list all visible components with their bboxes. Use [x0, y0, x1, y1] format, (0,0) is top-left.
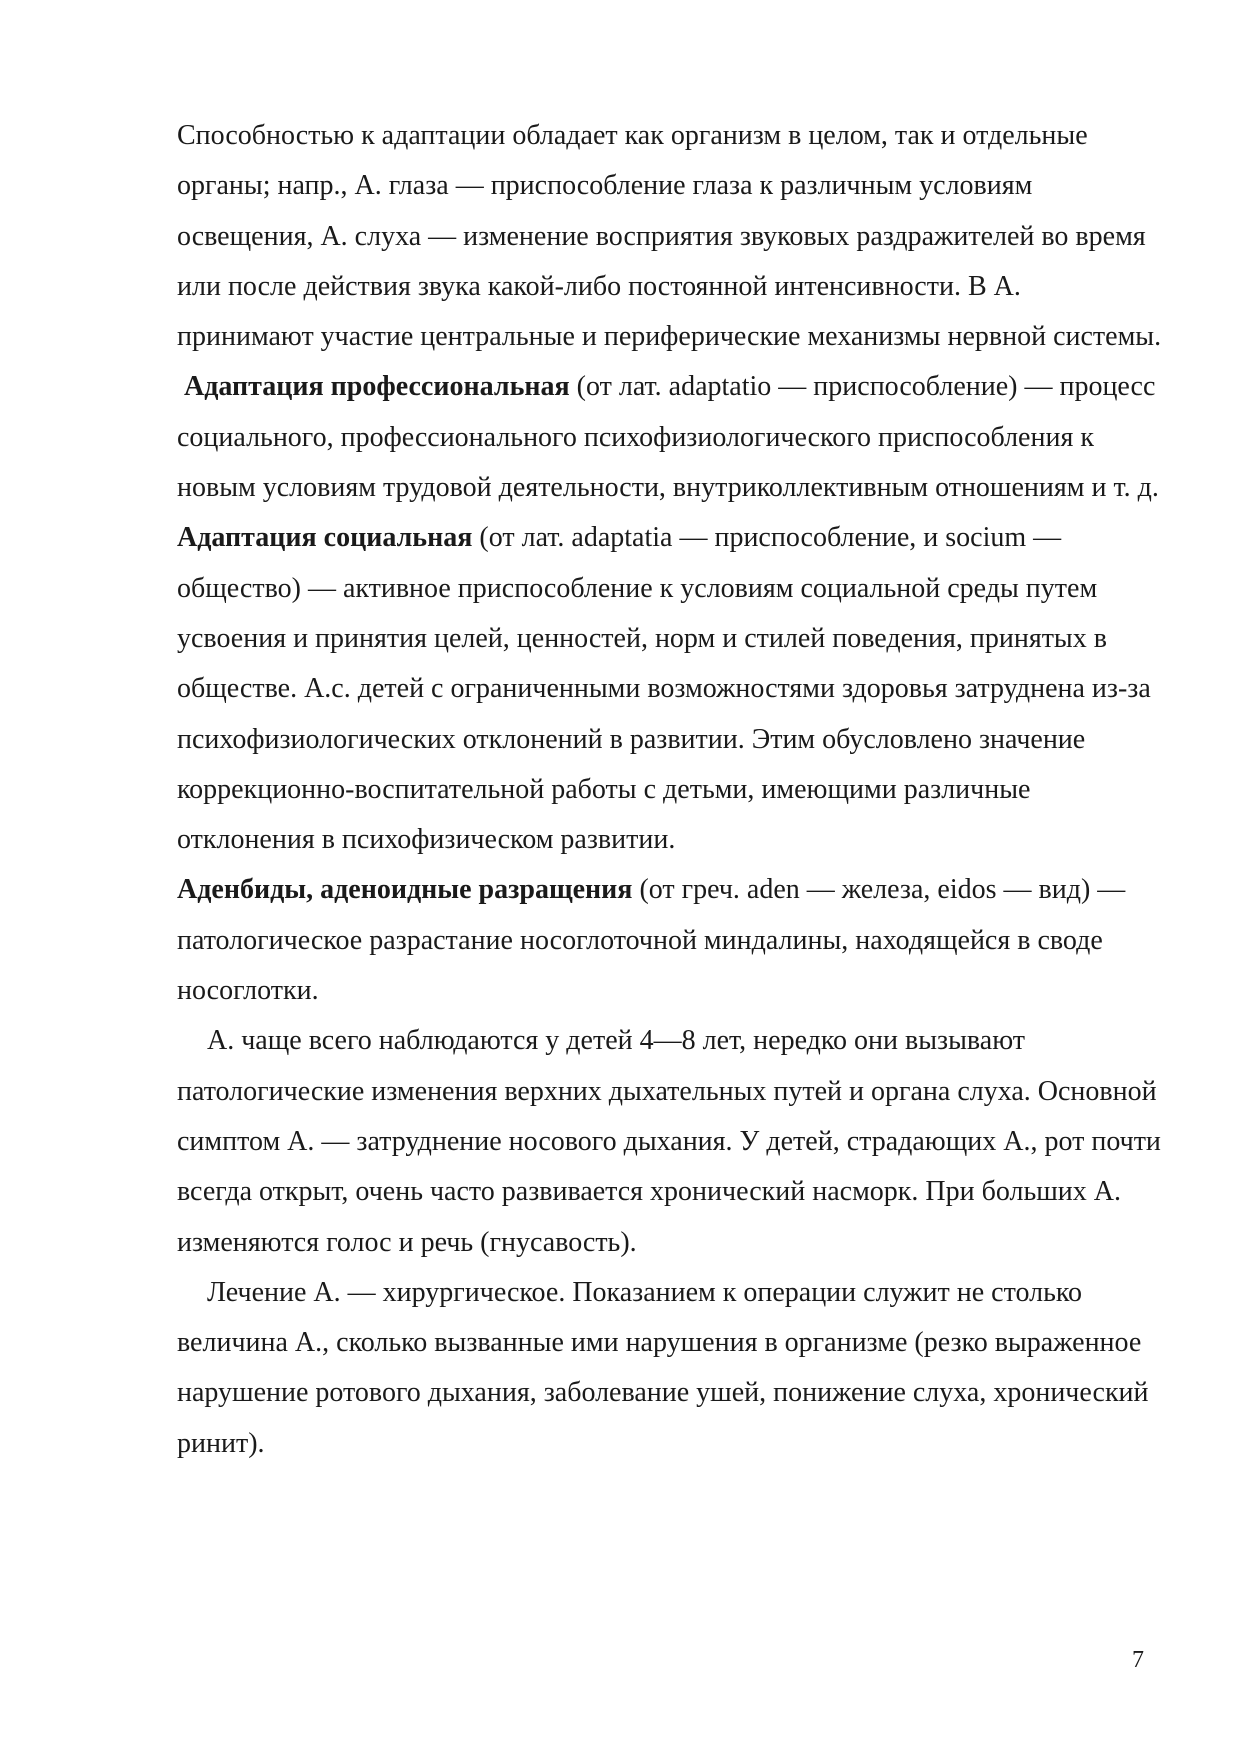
paragraph-adaptation-organs: [177, 111, 1162, 362]
term-heading: Адаптация профессиональная: [184, 371, 570, 403]
term-heading: Аденбиды, аденоидные разращения: [177, 874, 633, 906]
paragraph-text: Лечение А. — хирургическое. Показанием к операции служит не столько величина А., сколько вызванные ими нарушения в организме (резко выраженное нарушение ротового дыхания, заболевание ушей, понижение слуха, хронический ринит).: [177, 1276, 1149, 1459]
paragraph-text: А. чаще всего наблюдаются у детей 4—8 лет, нередко они вызывают патологические изменения верхних дыхательных путей и органа слуха. Основной симптом А. — затруднение носового дыхания. У детей, страдающих А., рот почти всегда открыт, очень часто развивается хронический насморк. При больших А. изменяются голос и речь (гнусавость).: [177, 1025, 1161, 1258]
body-text: [177, 111, 1162, 1469]
paragraph-text: (от лат. adaptatia — приспособление, и socium — общество) — активное приспособление к условиям социальной среды путем усвоения и принятия целей, ценностей, норм и стилей поведения, принятых в обществе. А.с. детей с ограниченными возможностями здоровья затруднена из-за психофизиологических отклонений в развитии. Этим обусловлено значение коррекционно-воспитательной работы с детьми, имеющими различные отклонения в психофизическом развитии.: [177, 522, 1151, 856]
paragraph-text: (от лат. adaptatio — приспособление) — процесс социального, профессионального психофизиологического приспособления к новым условиям трудовой деятельности, внутриколлективным отношениям и т. д.: [177, 371, 1159, 504]
paragraph-adenoids: [177, 865, 1162, 1016]
term-heading: Адаптация социальная: [177, 522, 473, 554]
paragraph-professional-adaptation: [177, 362, 1162, 513]
paragraph-adenoids-symptoms: [177, 1016, 1162, 1267]
paragraph-text: Способностью к адаптации обладает как организм в целом, так и отдельные органы; напр., А. глаза — приспособление глаза к различным условиям освещения, А. слуха — изменение восприятия звуковых раздражителей во время или после действия звука какой-либо постоянной интенсивности. В А. принимают участие центральные и периферические механизмы нервной системы.: [177, 120, 1162, 353]
paragraph-text: (от греч. aden — железа, eidos — вид) — патологическое разрастание носоглоточной миндалины, находящейся в своде носоглотки.: [177, 874, 1126, 1007]
paragraph-adenoids-treatment: [177, 1268, 1162, 1469]
page-number: 7: [1132, 1647, 1144, 1673]
paragraph-social-adaptation: [177, 513, 1162, 865]
